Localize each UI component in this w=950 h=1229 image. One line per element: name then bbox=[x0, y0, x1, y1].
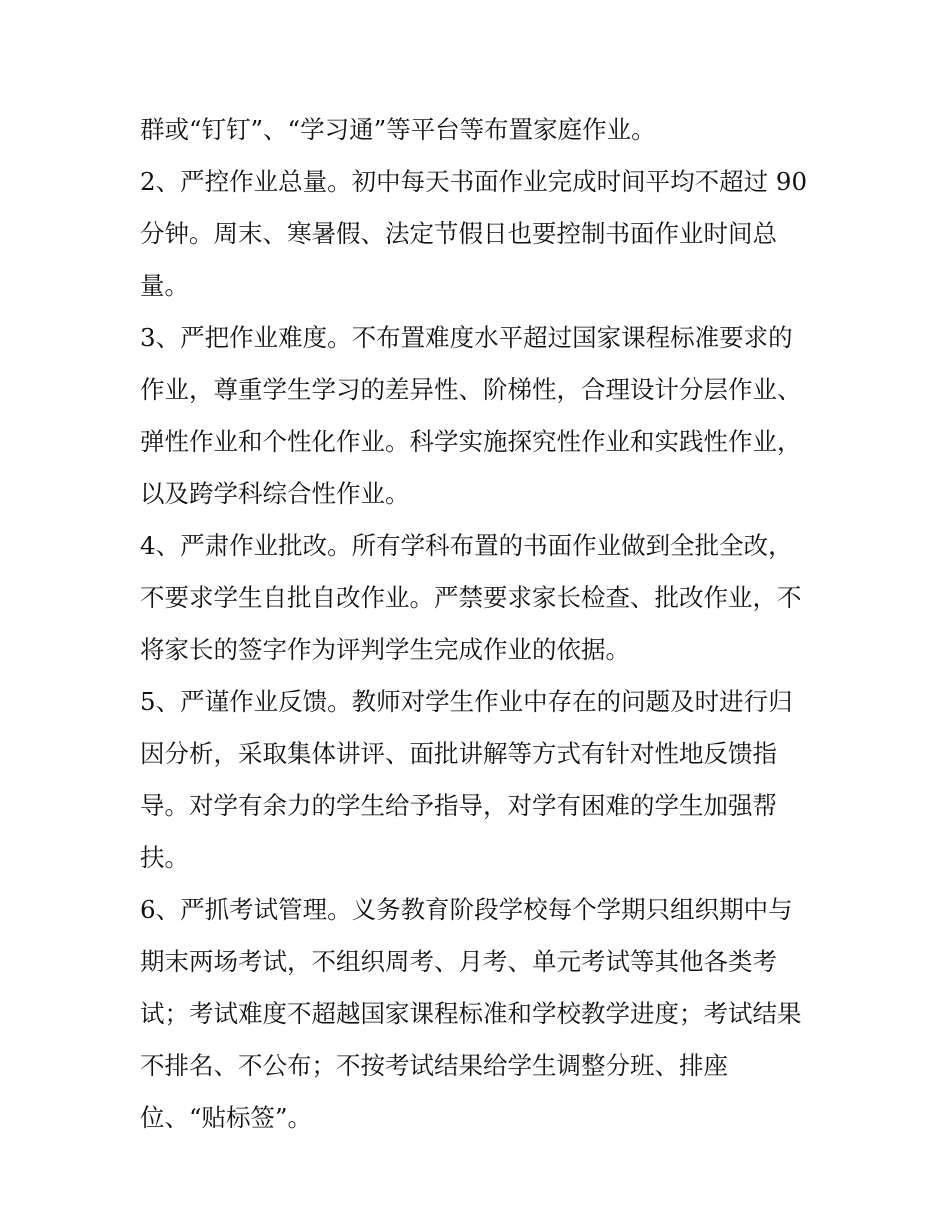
text-line: 量。 bbox=[140, 271, 189, 300]
text-line: 以及跨学科综合性作业。 bbox=[140, 479, 410, 508]
text-line: 将家长的签字作为评判学生完成作业的依据。 bbox=[140, 635, 630, 664]
text-line: 5、严谨作业反馈。教师对学生作业中存在的问题及时进行归 bbox=[140, 687, 793, 716]
text-line: 因分析，采取集体讲评、面批讲解等方式有针对性地反馈指 bbox=[140, 739, 777, 768]
text-line: 试；考试难度不超越国家课程标准和学校教学进度；考试结果 bbox=[140, 999, 802, 1028]
text-line: 4、严肃作业批改。所有学科布置的书面作业做到全批全改， bbox=[140, 531, 793, 560]
text-line: 位、“贴标签”。 bbox=[140, 1103, 313, 1132]
text-line: 弹性作业和个性化作业。科学实施探究性作业和实践性作业， bbox=[140, 427, 802, 456]
text-line: 6、严抓考试管理。义务教育阶段学校每个学期只组织期中与 bbox=[140, 895, 793, 924]
document-body bbox=[140, 104, 820, 1144]
text-line: 群或“钉钉”、“学习通”等平台等布置家庭作业。 bbox=[140, 115, 656, 144]
text-line: 不要求学生自批自改作业。严禁要求家长检查、批改作业，不 bbox=[140, 583, 802, 612]
text-line: 期末两场考试，不组织周考、月考、单元考试等其他各类考 bbox=[140, 947, 777, 976]
text-line: 扶。 bbox=[140, 843, 189, 872]
text-line: 作业，尊重学生学习的差异性、阶梯性，合理设计分层作业、 bbox=[140, 375, 802, 404]
text-line: 3、严把作业难度。不布置难度水平超过国家课程标准要求的 bbox=[140, 323, 793, 352]
text-line: 导。对学有余力的学生给予指导，对学有困难的学生加强帮 bbox=[140, 791, 777, 820]
text-line: 分钟。周末、寒暑假、法定节假日也要控制书面作业时间总 bbox=[140, 219, 777, 248]
text-line: 不排名、不公布；不按考试结果给学生调整分班、排座 bbox=[140, 1051, 728, 1080]
text-line: 2、严控作业总量。初中每天书面作业完成时间平均不超过 90 bbox=[140, 167, 808, 196]
